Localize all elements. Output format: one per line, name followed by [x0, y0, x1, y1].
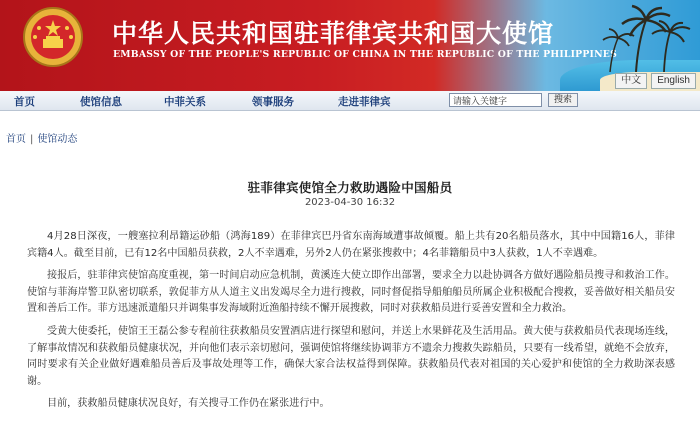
lang-english-button[interactable]: English: [651, 73, 696, 89]
article-paragraph: 接报后，驻菲律宾使馆高度重视，第一时间启动应急机制，黄溪连大使立即作出部署，要求全力以赴协调各方做好遇险船员搜寻和救治工作。使馆与菲海岸警卫队密切联系，敦促菲方从人道主义出发竭尽全力进行搜救，同时督促指导船舶船员所属企业积极配合搜救，妥善做好相关船员安置和善后工作。菲方迅速派遣船只并调集事发海域附近渔船持续不懈开展搜救，同时对获救船员进行妥善安置和全力救治。: [27, 270, 675, 315]
breadcrumb-embassy-news[interactable]: 使馆动态: [37, 134, 78, 145]
breadcrumb: [6, 130, 77, 145]
main-nav: [0, 91, 700, 111]
search-button[interactable]: 搜索: [548, 93, 578, 107]
header-banner: [0, 0, 700, 91]
breadcrumb-home[interactable]: 首页: [6, 134, 26, 145]
article-paragraph: 目前，获救船员健康状况良好，有关搜寻工作仍在紧张进行中。: [47, 398, 330, 410]
nav-home[interactable]: 首页: [14, 96, 35, 108]
search-input[interactable]: [449, 93, 542, 107]
article-date: 2023-04-30 16:32: [304, 197, 396, 208]
nav-explore-philippines[interactable]: 走进菲律宾: [338, 96, 391, 108]
nav-consular-services[interactable]: 领事服务: [252, 96, 294, 108]
palm-trees-illustration: [566, 2, 696, 72]
language-switcher: [615, 73, 696, 89]
nav-embassy-info[interactable]: 使馆信息: [80, 96, 122, 108]
article-paragraph: 受黄大使委托，使馆王王磊公参专程前往获救船员安置酒店进行探望和慰问，并送上水果鲜花及生活用品。黄大使与获救船员代表现场连线，了解事故情况和获救船员健康状况，并向他们表示亲切慰问，强调使馆将继续协调菲方不遗余力搜救失踪船员，只要有一线希望，就绝不会放弃，同时要求有关企业做好遇难船员善后及事故处理等工作，确保大家合法权益得到保障。获救船员代表对祖国的关心爱护和使馆的全力救助深表感谢。: [27, 325, 675, 387]
breadcrumb-separator: |: [30, 134, 34, 145]
nav-china-philippines-relations[interactable]: 中菲关系: [164, 96, 206, 108]
embassy-english-title: EMBASSY OF THE PEOPLE'S REPUBLIC OF CHINA IN THE REPUBLIC OF THE PHILIPPINES: [113, 49, 617, 60]
national-emblem-icon: [22, 6, 84, 68]
article-title: 驻菲律宾使馆全力救助遇险中国船员: [247, 180, 453, 195]
embassy-chinese-title: 中华人民共和国驻菲律宾共和国大使馆: [112, 19, 555, 48]
article-body: [27, 229, 675, 419]
article-paragraph: 4月28日深夜，一艘塞拉利昂籍运砂船（鸿海189）在菲律宾巴丹省东南海域遭事故倾覆。船上共有20名船员落水，其中中国籍16人，菲律宾籍4人。截至目前，已有12名中国船员获救，2人不幸遇难，另外2人仍在紧张搜救中；4名菲籍船员中3人获救，1人不幸遇难。: [27, 231, 675, 259]
lang-chinese-button[interactable]: 中文: [615, 73, 647, 89]
